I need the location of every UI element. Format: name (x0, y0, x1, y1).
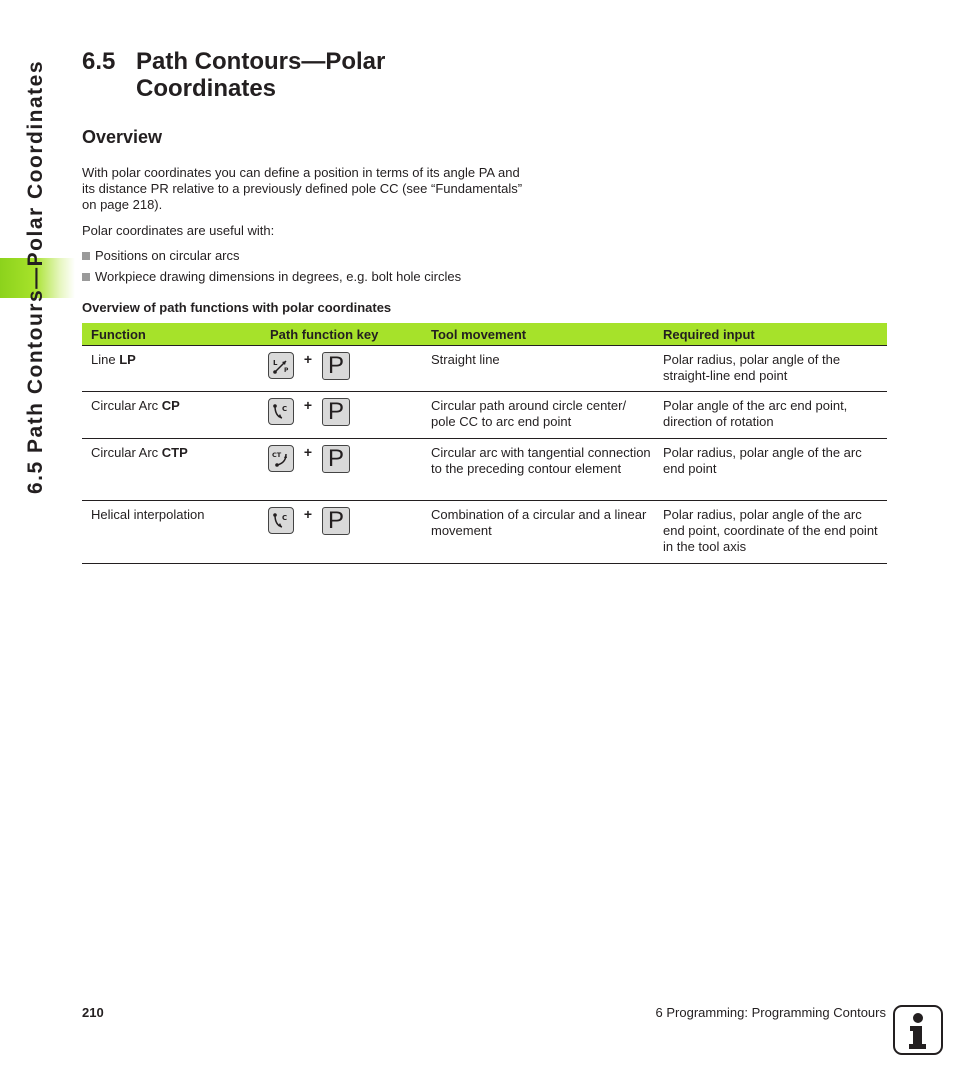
ctp-key-icon (268, 445, 294, 472)
table-row (82, 346, 887, 392)
function-cell (82, 398, 261, 438)
title-line-2: Coordinates (136, 75, 277, 102)
svg-text:P: P (284, 366, 289, 374)
bullet-item (82, 269, 461, 285)
plus-sign: + (303, 351, 313, 367)
function-text: Helical interpolation (91, 507, 205, 522)
page-number: 210 (82, 1005, 104, 1020)
svg-text:CT: CT (272, 450, 282, 459)
info-icon (893, 1005, 943, 1055)
bullet-text: Workpiece drawing dimensions in degrees, e.g. bolt hole circles (95, 269, 462, 284)
side-running-title (16, 32, 56, 522)
function-cell (82, 445, 261, 500)
table-row (82, 501, 887, 564)
movement-cell: Circular path around circle center/ pole CC to arc end point (431, 398, 627, 429)
page-title (82, 48, 502, 102)
plus-sign: + (303, 444, 313, 460)
svg-text:C: C (282, 404, 288, 413)
header-function: Function (91, 326, 146, 342)
key-cell (261, 445, 422, 500)
movement-cell: Combination of a circular and a linear movement (431, 507, 647, 538)
p-key: P (322, 398, 350, 426)
input-cell: Polar angle of the arc end point, direction of rotation (663, 398, 848, 429)
title-line-1: Path Contours—Polar (136, 48, 386, 75)
bullet-square-icon (82, 252, 90, 260)
function-cell (82, 352, 261, 391)
section-number: 6.5 (82, 48, 116, 75)
function-code: LP (119, 352, 136, 367)
header-tool-movement: Tool movement (431, 326, 527, 342)
p-key: P (322, 445, 350, 473)
lp-key-icon (268, 352, 294, 379)
svg-text:L: L (273, 358, 278, 367)
plus-sign: + (303, 506, 313, 522)
movement-cell: Straight line (431, 352, 500, 367)
bullet-square-icon (82, 273, 90, 281)
function-cell (82, 507, 261, 563)
svg-text:C: C (282, 513, 288, 522)
function-code: CP (161, 398, 180, 413)
key-cell (261, 507, 422, 563)
input-cell: Polar radius, polar angle of the arc end point (663, 445, 862, 476)
function-code: CTP (161, 445, 188, 460)
table-header (82, 323, 887, 346)
header-required-input: Required input (663, 326, 755, 342)
function-text: Circular Arc (91, 445, 162, 460)
function-text: Line (91, 352, 120, 367)
overview-heading: Overview (82, 127, 163, 147)
useful-with-paragraph: Polar coordinates are useful with: (82, 223, 275, 238)
side-title-text: 6.5 Path Contours—Polar Coordinates (24, 59, 47, 495)
key-cell (261, 352, 422, 391)
table-caption: Overview of path functions with polar coordinates (82, 300, 392, 315)
bullet-item (82, 248, 240, 264)
chapter-footer: 6 Programming: Programming Contours (655, 1005, 886, 1020)
plus-sign: + (303, 397, 313, 413)
bullet-text: Positions on circular arcs (95, 248, 240, 263)
function-text: Circular Arc (91, 398, 162, 413)
p-key: P (322, 507, 350, 535)
table-row (82, 392, 887, 439)
p-key: P (322, 352, 350, 380)
path-functions-table (82, 323, 887, 564)
key-cell (261, 398, 422, 438)
input-cell: Polar radius, polar angle of the arc end point, coordinate of the end point in the tool axis (663, 507, 878, 554)
intro-paragraph: With polar coordinates you can define a position in terms of its angle PA and its distance PR relative to a previously defined pole CC (see “Fundamentals” on page 218). (82, 165, 523, 212)
cp-key-icon (268, 507, 294, 534)
table-row (82, 439, 887, 501)
header-path-function-key: Path function key (270, 326, 379, 342)
input-cell: Polar radius, polar angle of the straight-line end point (663, 352, 841, 383)
cp-key-icon (268, 398, 294, 425)
movement-cell: Circular arc with tangential connection to the preceding contour element (431, 445, 651, 476)
